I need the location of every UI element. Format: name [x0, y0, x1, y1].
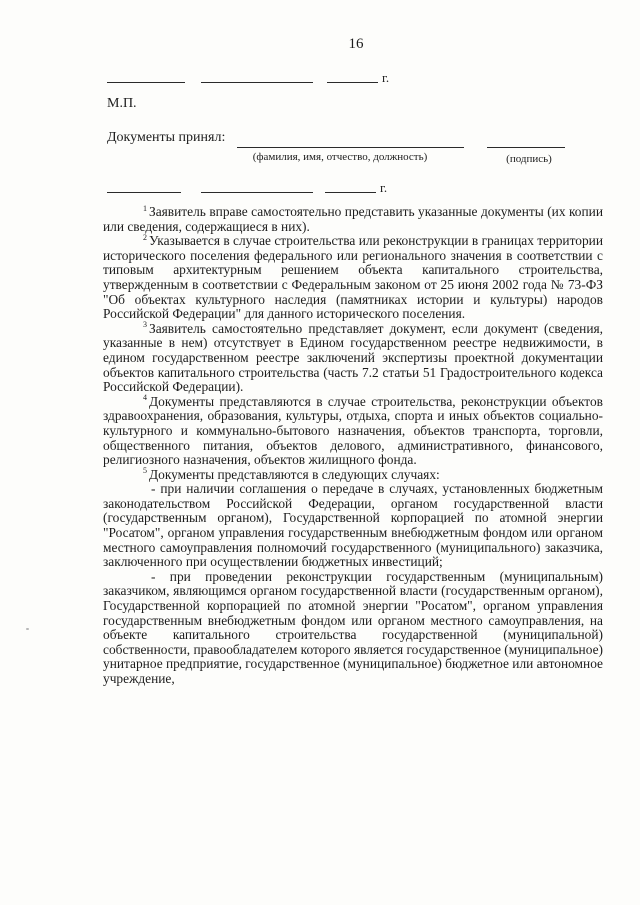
footnote-1 — [103, 205, 603, 234]
accepted-signature-line[interactable] — [487, 146, 565, 148]
case-item: - при проведении реконструкции государственным (муниципальным) заказчиком, являющимся органом государственной власти (государственным органом), Государственной корпорацией по атомной энергии "Росатом", органом управления государственным внебюджетным фондом или органом местного самоуправления, на объекте капитального строительства государственной (муниципальной) собственности, правообладателем которого является государственное (муниципальное) унитарное предприятие, государственное (муниципальное) бюджетное или автономное учреждение, — [103, 568, 603, 686]
date-year-line[interactable] — [327, 81, 378, 83]
footnote-mark: 2 — [143, 232, 147, 242]
date-month-line[interactable] — [201, 81, 313, 83]
footnote-text: Указывается в случае строительства или реконструкции в границах территории исторического поселения федерального или регионального значения в соответствии с типовым архитектурным решением объекта капитального строительства, утвержденным в соответствии с Федеральным законом от 25 июня 2002 года № 73-ФЗ "Об объектах культурного наследия (памятниках истории и культуры) народов Российской Федерации" для данного исторического поселения. — [103, 233, 603, 322]
footnote-text: Документы представляются в случае строительства, реконструкции объектов здравоохранения, образования, культуры, отдыха, спорта и иных объектов социально-культурного и коммунально-бытового назначения, объектов транспорта, торговли, общественного питания, объектов делового, административного, финансового, религиозного назначения, объектов жилищного фонда. — [103, 393, 603, 468]
date2-day-line[interactable] — [107, 191, 181, 193]
footnote-3 — [103, 322, 603, 395]
footnote-text: Заявитель вправе самостоятельно представить указанные документы (их копии или сведения, содержащиеся в них). — [103, 204, 603, 234]
footnote-2 — [103, 234, 603, 322]
date2-year-line[interactable] — [325, 191, 376, 193]
scan-speck — [26, 628, 29, 630]
case-item: - при наличии соглашения о передаче в случаях, установленных бюджетным законодательством Российской Федерации, органом государственной власти (государственным органом), Государственной корпорацией по атомной энергии "Росатом", органом управления государственным внебюджетным фондом или органом местного самоуправления полномочий государственного (муниципального) заказчика, заключенного при осуществлении бюджетных инвестиций; — [103, 481, 603, 570]
footnote-mark: 3 — [143, 320, 147, 330]
footnote-mark: 4 — [143, 393, 147, 403]
name-caption: (фамилия, имя, отчество, должность) — [252, 151, 428, 163]
footnote-mark: 1 — [143, 203, 147, 213]
footnote-4 — [103, 395, 603, 468]
footnote-5 — [103, 468, 603, 483]
year-suffix: г. — [382, 70, 390, 85]
footnotes-block — [103, 205, 603, 687]
signature-caption: (подпись) — [506, 153, 552, 165]
footnote-text: Документы представляются в следующих случаях: — [149, 466, 440, 482]
year2-suffix: г. — [380, 180, 388, 195]
date2-month-line[interactable] — [201, 191, 313, 193]
footnote-mark: 5 — [143, 466, 147, 476]
stamp-placeholder: М.П. — [107, 96, 137, 111]
accepted-name-line[interactable] — [237, 146, 464, 148]
accepted-label: Документы принял: — [107, 130, 226, 145]
date-day-line[interactable] — [107, 81, 185, 83]
footnote-text: Заявитель самостоятельно представляет документ, если документ (сведения, указанные в нем) отсутствует в Едином государственном реестре недвижимости, в едином государственном реестре заключений экспертизы проектной документации объектов капитального строительства (часть 7.2 статьи 51 Градостроительного кодекса Российской Федерации). — [103, 320, 603, 395]
page-number: 16 — [348, 36, 364, 52]
